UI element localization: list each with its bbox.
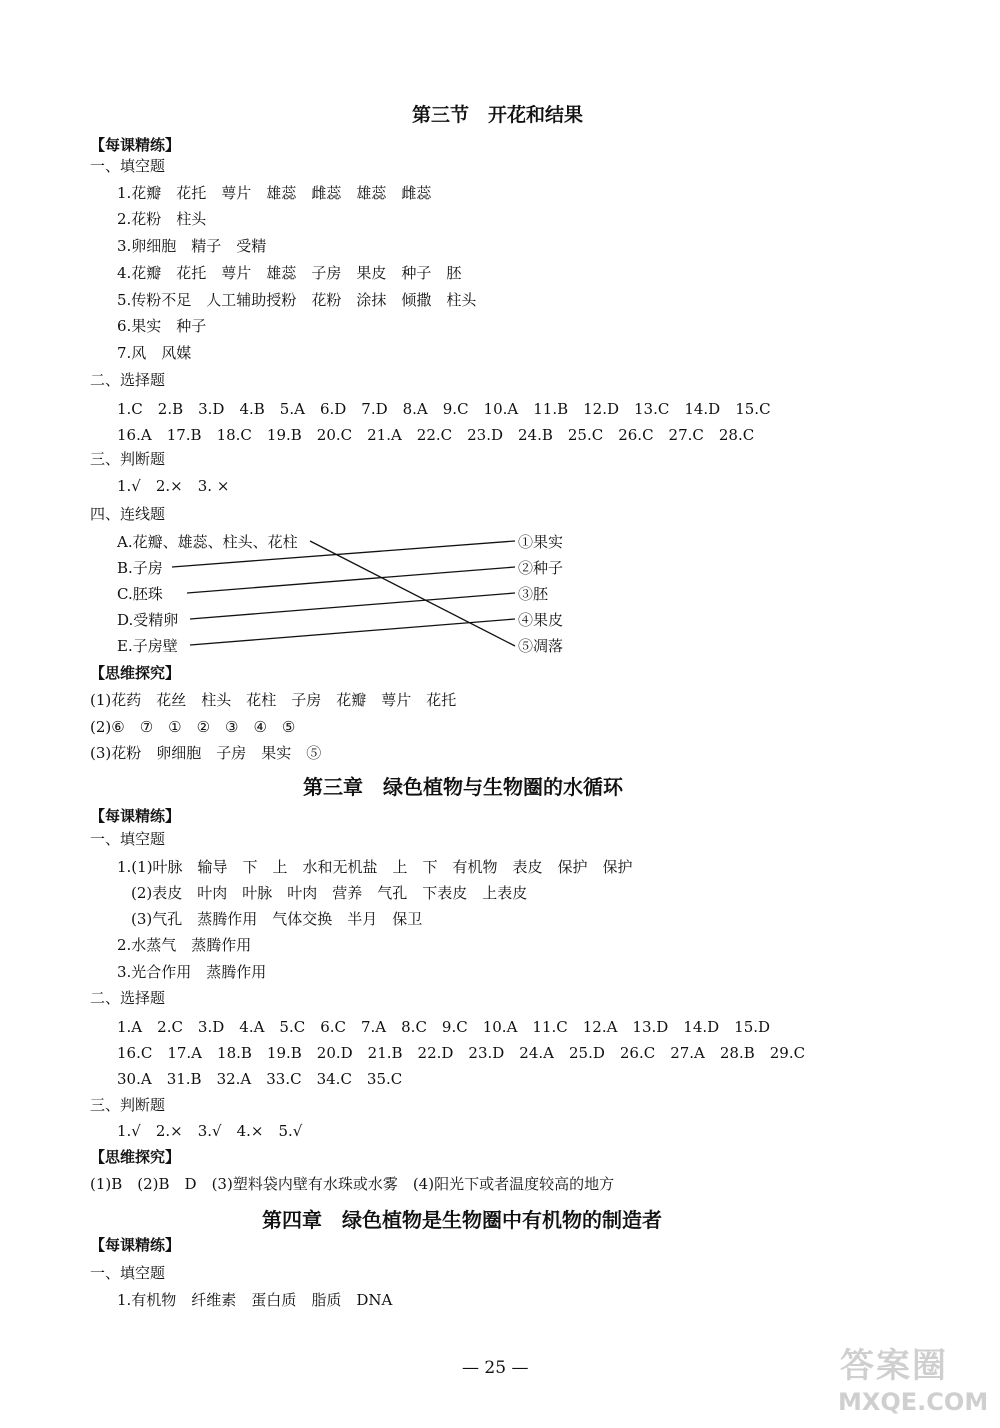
fill-heading: 一、填空题 xyxy=(90,1264,166,1282)
connector-b-1 xyxy=(172,541,515,567)
match-right-1: ①果实 xyxy=(518,533,564,551)
section-title: 第三节 开花和结果 xyxy=(412,104,584,126)
connector-d-3 xyxy=(190,593,515,619)
fill-item: 2.花粉 柱头 xyxy=(117,210,207,228)
judge-heading: 三、判断题 xyxy=(90,1096,166,1114)
match-right-4: ④果皮 xyxy=(518,611,564,629)
match-left-b: B.子房 xyxy=(117,559,163,577)
match-left-d: D.受精卵 xyxy=(117,611,179,629)
fill-item: 1.花瓣 花托 萼片 雄蕊 雌蕊 雄蕊 雌蕊 xyxy=(117,184,432,202)
fill-item: (3)气孔 蒸腾作用 气体交换 半月 保卫 xyxy=(131,910,423,928)
explore-item: (1)花药 花丝 柱头 花柱 子房 花瓣 萼片 花托 xyxy=(90,691,457,709)
judge-heading: 三、判断题 xyxy=(90,450,166,468)
fill-item: 6.果实 种子 xyxy=(117,317,207,335)
match-right-2: ②种子 xyxy=(518,559,564,577)
practice-tag: 【每课精练】 xyxy=(90,807,181,825)
practice-tag: 【每课精练】 xyxy=(90,1236,181,1254)
match-heading: 四、连线题 xyxy=(90,505,166,523)
match-right-3: ③胚 xyxy=(518,585,549,603)
choice-row: 30.A 31.B 32.A 33.C 34.C 35.C xyxy=(117,1070,403,1088)
judge-answers: 1.√ 2.× 3.√ 4.× 5.√ xyxy=(117,1122,303,1140)
match-left-c: C.胚珠 xyxy=(117,585,163,603)
practice-tag: 【每课精练】 xyxy=(90,136,181,154)
connector-c-2 xyxy=(187,567,515,593)
page-number: — 25 — xyxy=(462,1358,529,1378)
explore-item: (3)花粉 卵细胞 子房 果实 ⑤ xyxy=(90,744,322,762)
fill-item: (2)表皮 叶肉 叶脉 叶肉 营养 气孔 下表皮 上表皮 xyxy=(131,884,528,902)
match-right-5: ⑤凋落 xyxy=(518,637,564,655)
fill-item: 3.卵细胞 精子 受精 xyxy=(117,237,267,255)
fill-item: 7.风 风媒 xyxy=(117,344,192,362)
explore-tag: 【思维探究】 xyxy=(90,664,181,682)
choice-heading: 二、选择题 xyxy=(90,371,166,389)
watermark-logo: 答案圈 xyxy=(840,1346,948,1386)
fill-heading: 一、填空题 xyxy=(90,830,166,848)
match-left-e: E.子房壁 xyxy=(117,637,178,655)
watermark-url: MXQE.COM xyxy=(838,1388,989,1416)
chapter-title: 第四章 绿色植物是生物圈中有机物的制造者 xyxy=(262,1208,662,1232)
choice-heading: 二、选择题 xyxy=(90,989,166,1007)
explore-answers: (1)B (2)B D (3)塑料袋内壁有水珠或水雾 (4)阳光下或者温度较高的地方 xyxy=(90,1175,615,1193)
explore-item: (2)⑥ ⑦ ① ② ③ ④ ⑤ xyxy=(90,718,296,736)
fill-item: 3.光合作用 蒸腾作用 xyxy=(117,963,267,981)
explore-tag: 【思维探究】 xyxy=(90,1148,181,1166)
fill-item: 1.有机物 纤维素 蛋白质 脂质 DNA xyxy=(117,1291,393,1309)
fill-item: 1.(1)叶脉 输导 下 上 水和无机盐 上 下 有机物 表皮 保护 保护 xyxy=(117,858,633,876)
match-left-a: A.花瓣、雄蕊、柱头、花柱 xyxy=(117,533,298,551)
fill-item: 4.花瓣 花托 萼片 雄蕊 子房 果皮 种子 胚 xyxy=(117,264,462,282)
choice-row: 1.C 2.B 3.D 4.B 5.A 6.D 7.D 8.A 9.C 10.A 11.B 12.D 13.C 14.D 15.C xyxy=(117,400,771,418)
choice-row: 1.A 2.C 3.D 4.A 5.C 6.C 7.A 8.C 9.C 10.A 11.C 12.A 13.D 14.D 15.D xyxy=(117,1018,771,1036)
judge-answers: 1.√ 2.× 3. × xyxy=(117,477,230,495)
choice-row: 16.C 17.A 18.B 19.B 20.D 21.B 22.D 23.D 24.A 25.D 26.C 27.A 28.B 29.C xyxy=(117,1044,806,1062)
chapter-title: 第三章 绿色植物与生物圈的水循环 xyxy=(303,775,623,799)
fill-item: 2.水蒸气 蒸腾作用 xyxy=(117,936,252,954)
connector-a-5 xyxy=(310,541,515,646)
choice-row: 16.A 17.B 18.C 19.B 20.C 21.A 22.C 23.D 24.B 25.C 26.C 27.C 28.C xyxy=(117,426,755,444)
fill-item: 5.传粉不足 人工辅助授粉 花粉 涂抹 倾撒 柱头 xyxy=(117,291,477,309)
connector-e-4 xyxy=(190,619,515,645)
fill-heading: 一、填空题 xyxy=(90,157,166,175)
